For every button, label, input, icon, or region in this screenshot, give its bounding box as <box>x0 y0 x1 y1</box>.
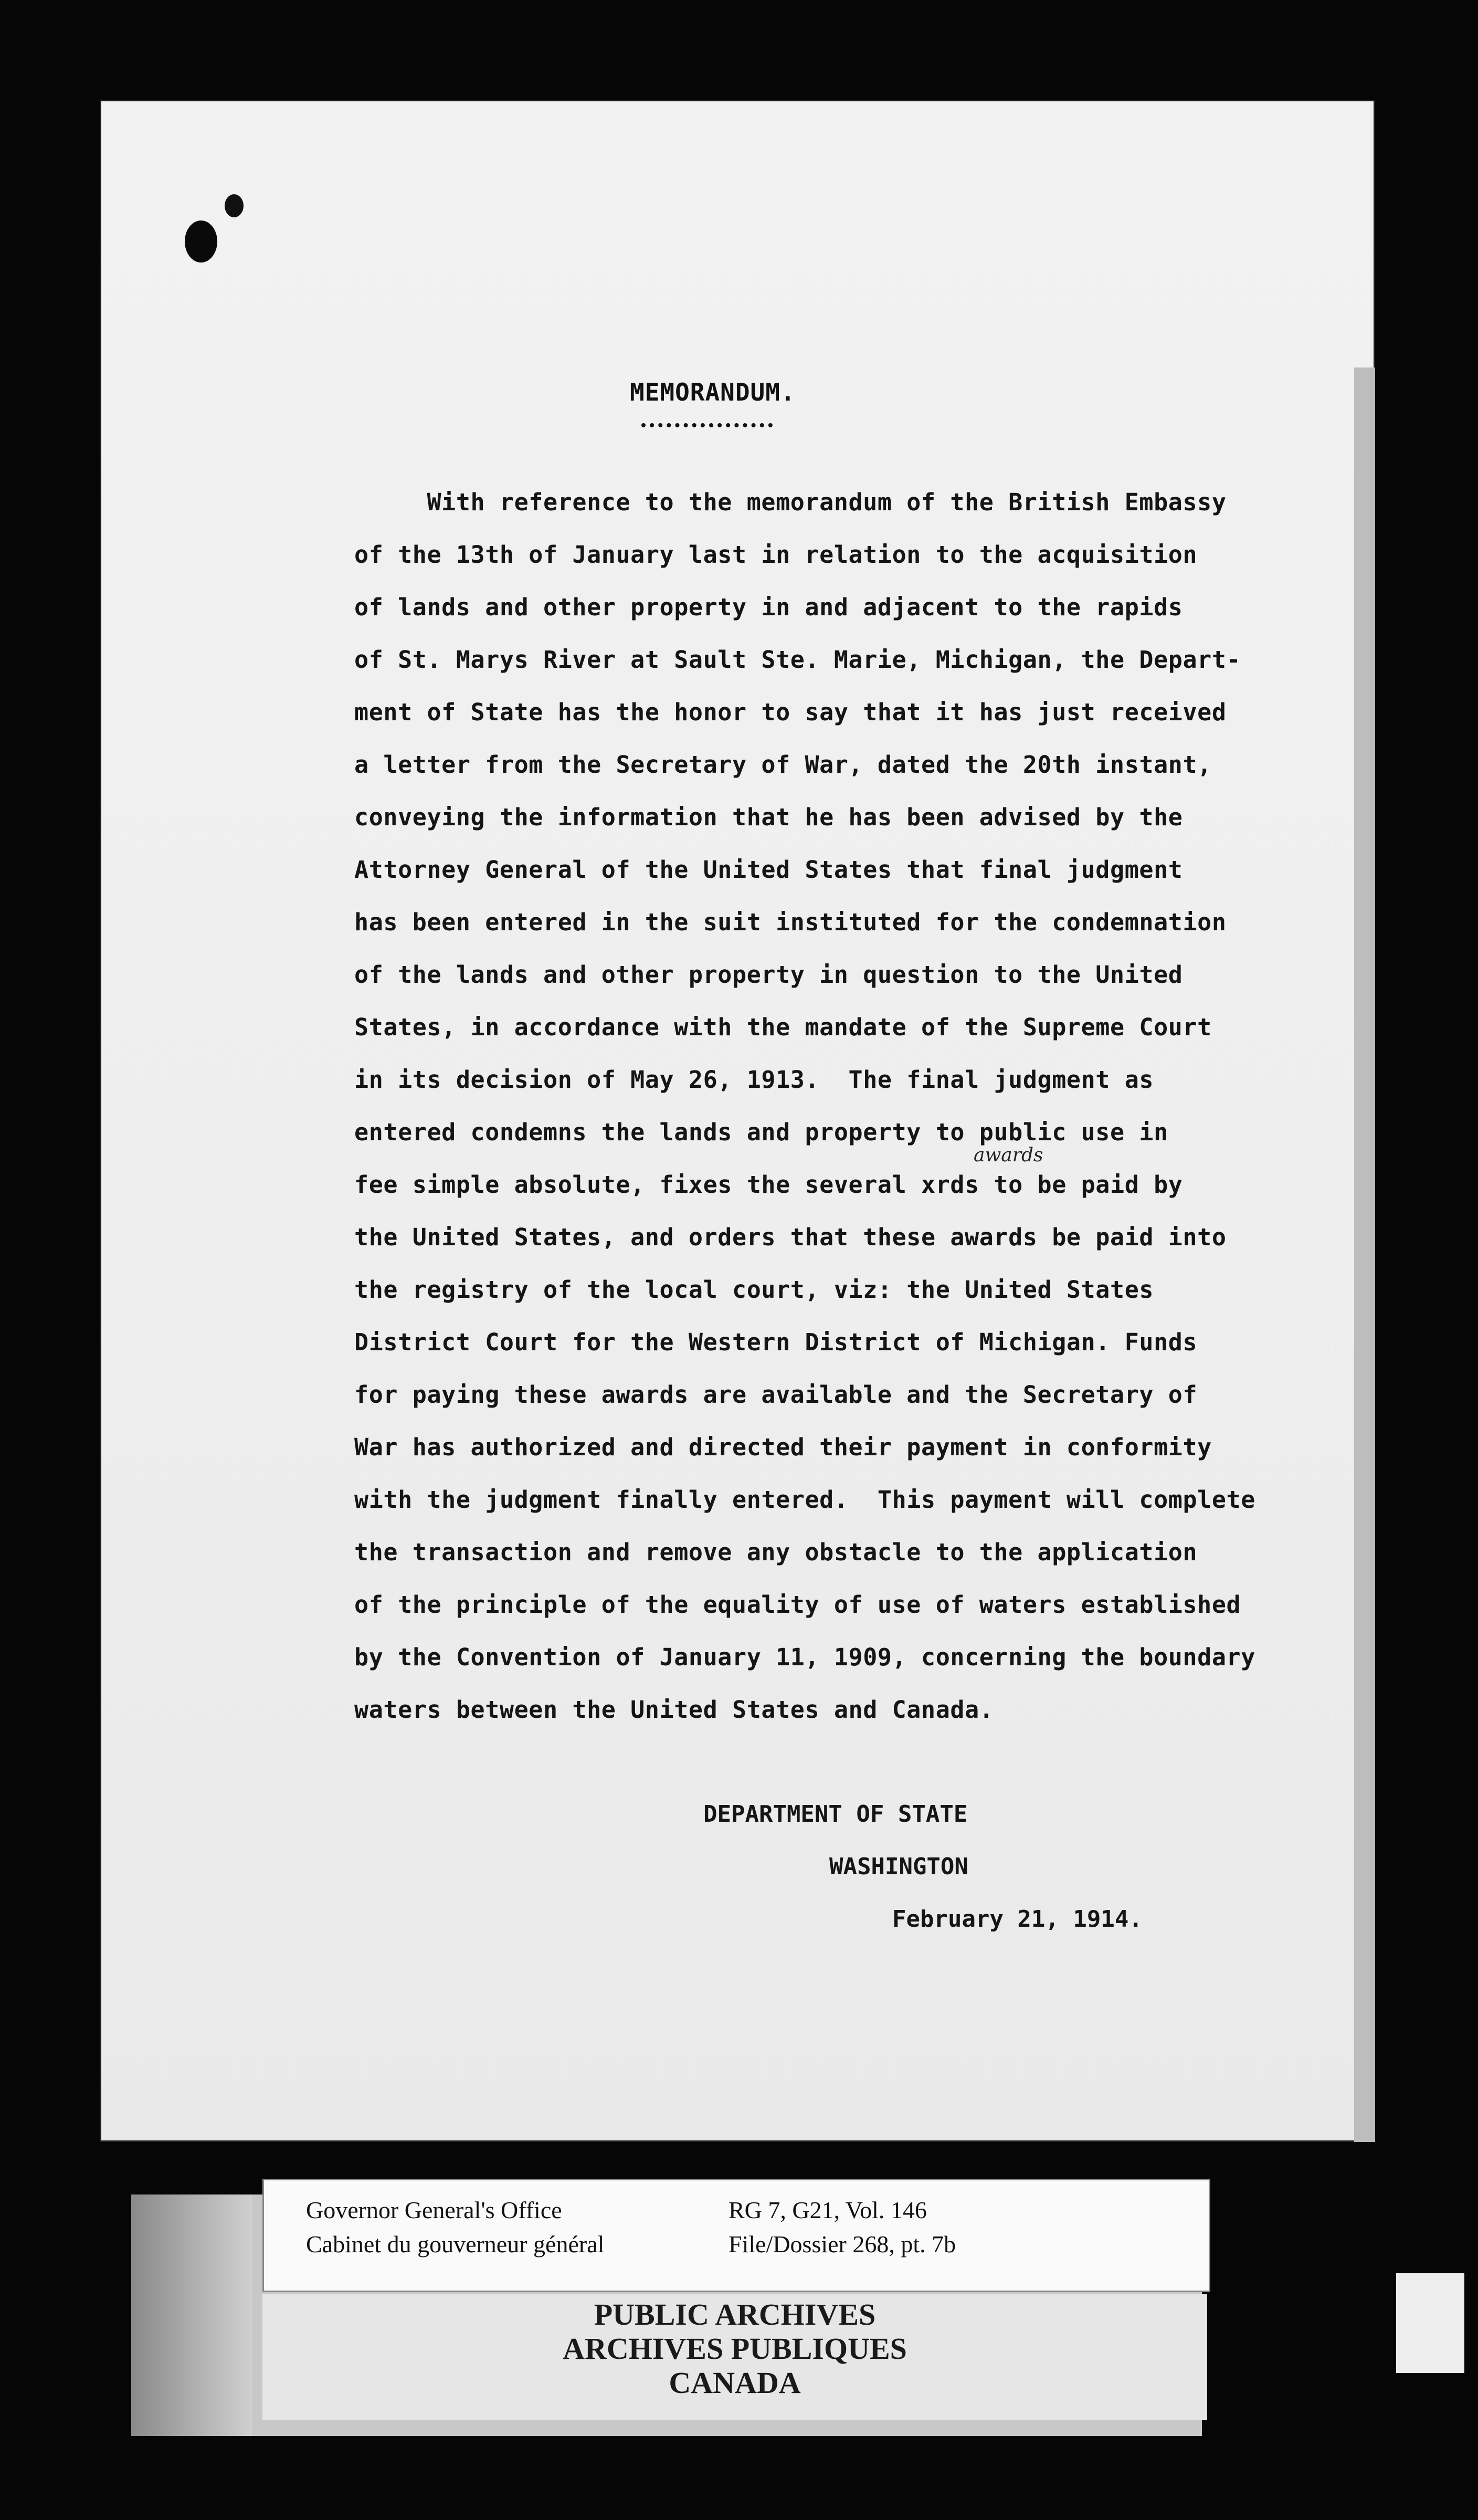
memo-title: MEMORANDUM. <box>630 378 796 406</box>
signature-department: DEPARTMENT OF STATE <box>703 1801 968 1828</box>
stamp-line-2: ARCHIVES PUBLIQUES <box>563 2332 907 2366</box>
body-line-4: of St. Marys River at Sault Ste. Marie, Michigan, the Depart- <box>354 646 1241 674</box>
punch-hole-icon <box>185 220 217 262</box>
body-line-11: States, in accordance with the mandate of the Supreme Court <box>354 1013 1212 1041</box>
body-line-12: in its decision of May 26, 1913. The final judgment as <box>354 1066 1154 1094</box>
body-line-10: of the lands and other property in question to the United <box>354 961 1183 989</box>
office-english: Governor General's Office <box>306 2197 562 2223</box>
body-line-17: District Court for the Western District of Michigan. Funds <box>354 1328 1198 1356</box>
body-line-2: of the 13th of January last in relation to the acquisition <box>354 541 1198 569</box>
body-line-24: waters between the United States and Canada. <box>354 1696 994 1724</box>
page-edge <box>1354 368 1375 2142</box>
record-group: RG 7, G21, Vol. 146 <box>729 2197 927 2223</box>
body-line-3: of lands and other property in and adjacent to the rapids <box>354 593 1183 621</box>
body-line-13: entered condemns the lands and property to public use in <box>354 1118 1168 1146</box>
handwritten-correction: awards <box>974 1144 1043 1166</box>
body-line-1: With reference to the memorandum of the British Embassy <box>354 488 1227 516</box>
body-line-14: fee simple absolute, fixes the several xrds to be paid by <box>354 1171 1183 1199</box>
body-line-16: the registry of the local court, viz: the United States <box>354 1276 1154 1304</box>
body-line-9: has been entered in the suit instituted for the condemnation <box>354 908 1227 936</box>
body-line-15: the United States, and orders that these awards be paid into <box>354 1223 1227 1251</box>
signature-date: February 21, 1914. <box>892 1906 1143 1933</box>
film-sprocket-marker <box>1396 2273 1464 2373</box>
body-line-5: ment of State has the honor to say that it has just received <box>354 698 1227 726</box>
body-line-19: War has authorized and directed their payment in conformity <box>354 1433 1212 1461</box>
body-line-21: the transaction and remove any obstacle to the application <box>354 1538 1198 1566</box>
body-line-20: with the judgment finally entered. This payment will complete <box>354 1486 1255 1514</box>
body-line-22: of the principle of the equality of use of waters established <box>354 1591 1241 1619</box>
body-line-18: for paying these awards are available and the Secretary of <box>354 1381 1198 1409</box>
reference-card <box>262 2179 1210 2292</box>
label-strip-shadow <box>131 2194 252 2436</box>
file-reference: File/Dossier 268, pt. 7b <box>729 2231 956 2258</box>
body-line-7: conveying the information that he has been advised by the <box>354 803 1183 831</box>
signature-city: WASHINGTON <box>829 1853 968 1880</box>
body-line-23: by the Convention of January 11, 1909, concerning the boundary <box>354 1643 1255 1671</box>
office-french: Cabinet du gouverneur général <box>306 2231 605 2258</box>
punch-hole-small-icon <box>225 194 244 217</box>
title-underline <box>641 423 773 427</box>
body-line-8: Attorney General of the United States that final judgment <box>354 856 1183 884</box>
stamp-line-3: CANADA <box>669 2366 801 2400</box>
body-line-6: a letter from the Secretary of War, dated the 20th instant, <box>354 751 1212 779</box>
stamp-line-1: PUBLIC ARCHIVES <box>594 2297 876 2332</box>
